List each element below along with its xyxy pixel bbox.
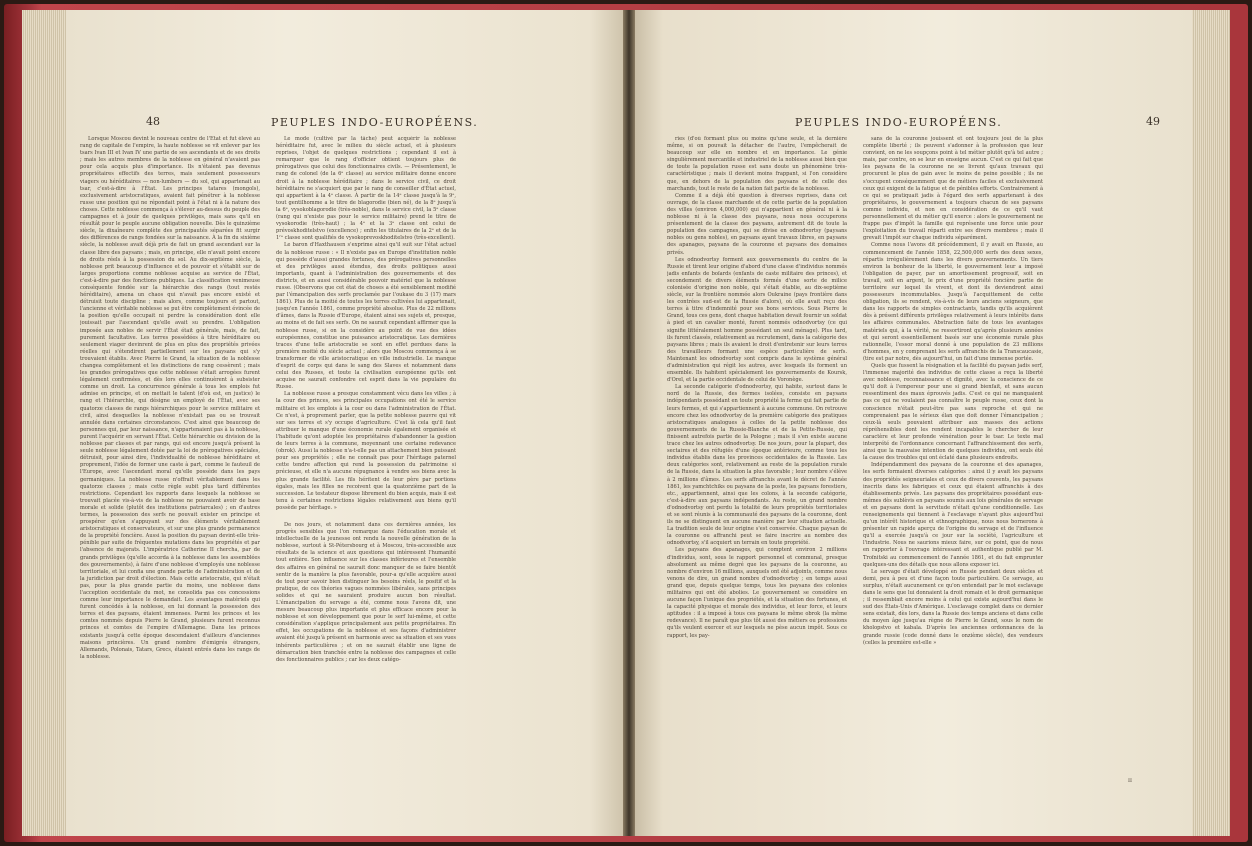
left-column-2 xyxy=(276,136,456,776)
signature-mark: II xyxy=(1128,778,1132,784)
left-running-header: PEUPLES INDO-EUROPÉENS. xyxy=(271,116,479,129)
paragraph: Comme nous l'avons dit précédemment, il y avait en Russie, au commencement de l'année 1858, 22,500,000 serfs des deux sexes, répartis irrégulièrement dans les divers gouvernements. Un tiers environ la bonheur de la liberté, le gouvernement leur a imposé l'obligation de payer, par un amortissement progressif, soit en travail, soit en argent, le prix d'une propriété foncière partie de territoire sur lequel ils vivent, et dont ils deviendront ainsi possesseurs incommutables. Jusqu'à l'acquittement de cette obligation, ils se rendent, vis-à-vis de leurs anciens seigneurs, que dans les rapports de simples contractants, tandis qu'ils acquièrent dès à présent différents privilèges relativement à leurs intérêts dans les affaires communales. Abstraction faite de tous les avantages matériels qui, à la vérité, ne ressortiront qu'après plusieurs années et qui seront essentiellement basés sur une économie rurale plus rationnelle, l'essor moral donné à une population de 23 millions d'hommes, en y comprenant les serfs affranchis de la Transcaucasie, (tire est par notre, dès aujourd'hui, un fait d'une immense portée. xyxy=(863,242,1043,362)
left-page xyxy=(66,10,623,836)
right-page-number: 49 xyxy=(1146,115,1160,128)
right-columns xyxy=(667,136,1043,776)
left-column-1 xyxy=(80,136,260,776)
right-column-1 xyxy=(667,136,847,776)
right-page xyxy=(635,10,1192,836)
paragraph: sans de la couronne jouissent et ont toujours joui de la plus complète liberté ; ils peuvent s'adonner à la profession que leur convient, on ne les soupçons point à tel métier plutôt qu'à tel autre ; mais, par contre, on se leur en enseigne aucun. C'est ce qui fait que les paysans de la couronne ne se livrent qu'aux travaux qui procurent le plus de gain avec le moins de peine possible ; ils ne s'occupent conséquemment que de métiers faciles et exclusivement ceux qui exigent de la fatigue et de pénibles efforts. Contrairement à ce qui se pratiquait jadis à l'égard des serfs appartenant à des propriétaires, le gouvernement a toujours chacun de ses paysans comme individu, et non en considération de ce qu'il vaut personnellement et du métier qu'il exerce : alors le gouvernement ne frappe pas d'impôt la famille qui représente une force unie pour l'exploitation du travail réparti entre ses divers membres ; mais il grevait l'impôt sur chaque individu séparément. xyxy=(863,136,1043,242)
page-edges-left xyxy=(22,10,70,836)
paragraph: Lorsque Moscou devint le nouveau centre de l'État et fut élevé au rang de capitale de l'empire, la haute noblesse se vit enlever par les tsars Ivan III et Ivan IV une partie de ses ascendants et de ses droits ; mais les autres membres de la noblesse en général n'avaient pas pour cela acquis plus d'importance. Ils n'étaient pas devenus propriétaires effectifs des terres, mais seulement possesseurs viagers ou héréditaires — non-lumbers — du sol, qui appartenait au tsar, c'est-à-dire à l'État. Les principes tatares (mongols), exclusivement aristocratiques, avaient fait pénétrer à la noblesse russe une position qui ne répondait point à l'état ni à la nature des choses. Cette noblesse commença à s'élever au-dessus du peuple des campagnes et à jouir de quelques privilèges, mais sans qu'il en résultât pour le peuple aucune obligation nouvelle. Dès le quinzième siècle, la dixaîneure complète des principautés séparées fit surgir des différences de rangs fondées sur la naissance. À la fin du sixième siècle, la noblesse avait déjà pris de fait un grand ascendant sur la classe libre des paysans ; mais, en principe, elle n'avait point encore de droits réels à la possession du sol. Au dix-septième siècle, la noblesse prit beaucoup d'influence et de pouvoir et s'établit sur de larges proportions comme noblesse acquise au service de l'État, c'est-à-dire par des fonctions publiques. La classification venimeuse conséquente fondée sur la hiérarchie des rangs (tout restés héréditaire), amena un chaos qui n'avait pas encore existé et détruisit toute discipline ; mais alors, comme toujours et partout, l'ancienne et véritable noblesse se put être complètement évincée de la position qu'elle occupait ni perdre la considération dont elle jouissait par l'ascendant qu'elle avait su prendre. L'obligation imposée aux nobles de servir l'État était générale, mais, de fait, purement facultative. Les terres possédées à titre héréditaire ou seulement viager devinrent de plus en plus des propriétés privées réelles qui s'étendirent partiellement sur les paysans qui s'y trouvaient établis. Avec Pierre le Grand, la situation de la noblesse changea complètement et les distinctions de rang cessèrent ; mais les grandes prérogatives que cette noblesse s'était arrogées furent légalement confirmées, et dès lors elles continuèrent à subsister comme un droit. La concurrence générale à tous les emplois fut admise en principe, et on mettait le talent (d'où est, en justice) le rang et l'hiérarchie, qui désigne un employé de l'État, avec ses quatorze classes de rangs hiérarchiques pour le service militaire et civil, ainsi desquelles la noblesse n'existait pas ou se trouvait annulée dans certaines circonstances. C'est ainsi que beaucoup de personnes qui, par leur naissance, n'appartenaient pas à la noblesse, purent l'acquérir en servant l'État. Cette hiérarchie ou division de la noblesse par classes et par rangs, qui est encore jusqu'à présent la seule noblesse légalement dotée par la loi de prérogatives spéciales, détruisit, pour ainsi dire, l'individualité de noblesse héréditaire et proprement, l'idée de former une caste à part, comme le fauteuil de l'Europe, avec l'ascendant moral qu'elle possède dans les pays germaniques. La noblesse russe n'offrait véritablement dans les quatorze classes ; mais cette règle subit plus tard différentes restrictions. Cependant les rapports dans lesquels la noblesse se trouvait placée vis-à-vis de la noblesse ne pouvaient avoir de base morale et solide (plutôt des institutions patriarcales) ; en d'autres termes, la possession des serfs ne pouvait exister en principe et prospérer qu'en s'appuyant sur des éléments véritablement aristocratiques et conservateurs, et sur une plus grande permanence de la propriété foncière. Aussi la position du paysan devint-elle très-pénible par suite de fréquentes mutations dans les propriétés et par l'absence de majorats. L'impératrice Catherine II chercha, par de grands privilèges (qu'elle accorda à la noblesse dans les assemblées des gouvernements), à faire d'une noblesse d'employés une noblesse territoriale, et lui confia une grande partie de l'administration et de la juridiction par droit d'élection. Mais cette aristocratie, qui n'était pas, pour la plus grande partie du moins, une noblesse dans l'acception occidentale du mot, ne consolida pas ces concessions comme leur importance le demandait. Les avantages matériels qui furent concédés à la noblesse, en lui donnant la possession des terres et des paysans, étaient immenses. Parmi les princes et les comtes nommés depuis Pierre le Grand, plusieurs furent reconnus princes et comtes de l'empire d'Allemagne. Dans les princes existants jusqu'à cette époque descendaient d'ailleurs d'anciennes maisons princières. Un grand nombre d'émigrés étrangers, Allemands, Polonais, Tatars, Grecs, étaient entrés dans les rangs de la noblesse. xyxy=(80,136,260,660)
paragraph: Indépendamment des paysans de la couronne et des apanages, les serfs formaient diverses catégories : ainsi il y avait les paysans des propriétés seigneuriales et ceux de divers couvents, les paysans inscrits dans les fabriques et ceux qui étaient affranchis à des établissements privés. Les paysans des propriétaires possédant eux-mêmes dès sublèvis en paysans soumis aux lois générales de servage et en paysans dont la servitude n'était qu'une conditionnelle. Les renseignements qui tiennent à l'esclavage n'ayant plus aujourd'hui qu'un intérêt historique et ethnographique, nous nous bornerons à présenter un rapide aperçu de l'origine du servage et de l'influence qu'il a exercée jusqu'à ce jour sur la société, l'agriculture et l'industrie. Nous ne saurions mieux faire, sur ce point, que de nous en rapporter à l'ouvrage intéressant et authentique publié par M. Troïnitski au commencement de l'année 1861, et du fait emprunter quelques-uns des détails que nous allons exposer ici. xyxy=(863,462,1043,568)
right-column-2 xyxy=(863,136,1043,776)
book-spread xyxy=(66,10,1192,836)
paragraph: Comme il a déjà été question à diverses reprises, dans cet ouvrage, de la classe marchande et de cette partie de la population des villes (environ 4,000,000) qui n'appartient en général ni à la noblesse ni à la classe des paysans, nous nous occuperons présentement de la classe des paysans, autrement dit de toute la population des campagnes, qui se divise en odnodvortsy (paysans nobles ou gens nobles), en paysans ayant travaux libres, en paysans des apanages, paysans de la couronne et paysans des domaines privés. xyxy=(667,192,847,256)
paragraph: Le mode (cultivé par la tâche) peut acquérir la noblesse héréditaire fut, avec le milieu du siècle actuel, et à plusieurs reprises, l'objet de quelques restrictions ; cependant il est à remarquer que le rang d'officier obtient toujours plus de prérogatives que celui des fonctionnaires civils. — Présentement, le rang de colonel (de la 6ᵉ classe) au service militaire donne encore droit à la noblesse héréditaire ; dans le service civil, ce droit héréditaire ne s'acquiert que par le rang de conseiller d'État actuel, qui appartient à la 4ᵉ classe. À partir de la 14ᵉ classe jusqu'à la 9ᵉ, tout gentilhomme a le titre de blagorodie (bien né), de la 8ᵉ jusqu'à la 6ᵉ, vysokoblagorodie (très-noble), dans le service civil, la 5ᵉ classe (rang qui n'existe pas pour le service militaire) prend le titre de vysokorodie (très-haut) ; la 4ᵉ et la 3ᵉ classe ont celui de prévoskhoditelstvo (excellence) ; enfin les titulaires de la 2ᵉ et de la 1ʳᵉ classe sont qualifiés de vysokoprevoskhoditelstvo (très-excellent). xyxy=(276,136,456,242)
paragraph: Le servage d'était développé en Russie pendant deux siècles et demi, peu à peu et d'une façon toute particulière. Ce servage, au surplus, n'était aucunement ce qu'on entendait par le mot esclavage dans le sens que lui donnaient la droit romain et le droit germanique ; il ressemblait encore moins à celui qui existe aujourd'hui dans le sud des États-Unis d'Amérique. L'esclavage complet dans ce dernier sens existait, dès lors, dans la Russie des temps anciens et dans celle du moyen âge jusqu'au règne de Pierre le Grand, sous le nom de kholopstvo et kabala. D'après les anciennes ordonnances de la grande russie (code donné dans le onzième siècle), des vendeurs (celles la première est-elle » xyxy=(863,568,1043,646)
left-columns xyxy=(80,136,456,776)
paragraph: De nos jours, et notamment dans ces dernières années, les progrès sensibles que l'on remarque dans l'éducation morale et intellectuelle de la jeunesse ont rendu la nouvelle génération de la noblesse, surtout à St-Pétersbourg et à Moscou, très-accessible aux résultats de la science et aux questions qui intéressent l'humanité tout entière. Son influence sur les classes inférieures et l'ensemble des affaires en général ne saurait donc manquer de se faire bientôt sentir de la manière la plus favorable, pour-a qu'elle acquière aussi de tout pour savoir bien distinguer les besoins réels, le positif et la pratique, de ces théories vagues nommées libérales, sans principes solides et qui ne sauraient produire aucun bon résultat. L'émancipation du servage a été, comme nous l'avons dit, une mesure beaucoup plus importante et plus efficace encore pour la noblesse et son développement que pour le serf lui-même, et cette considération s'applique principalement aux petits propriétaires. En effet, les occupations de la noblesse et ses façons d'administrer avaient été jusqu'à présent en harmonie avec sa situation et ses vues inhérents particulières ; et on ne saurait établir une ligne de démarcation bien tranchée entre la noblesse des campagnes et celle des fonctionnaires publics ; car les deux catégo- xyxy=(276,521,456,663)
paragraph: ries (d'où formant plus ou moins qu'une seule, et la dernière même, si on pouvait la détacher de l'autre, l'empêcherait de beaucoup sur elle en nombre et en importance. Le génie singulièrement mercantile et industriel de la noblesse aussi bien que de toute la population russe est sans doute un phénomène très-caractéristique ; mais il devient moins frappant, si l'on considère que, en dehors de la population des paysans et de celle des marchands, tout le reste de la nation fait partie de la noblesse. xyxy=(667,136,847,192)
book-gutter xyxy=(623,10,635,836)
paragraph: Le baron d'Haxthausen s'exprime ainsi qu'il suit sur l'état actuel de la noblesse russe : « Il n'existe pas en Europe d'institution noble qui possède d'aussi grandes fortunes, des prérogatives personnelles et des privilèges aussi étendus, des droits politiques aussi importants, quant à l'administration des gouvernements et des districts, et en aussi considérable pouvoir matériel que la noblesse russe. (Observons que cet état de choses a été sensiblement modifié par l'émancipation des serfs proclamée par l'oukase du 3 (17) mars 1861). Plus de la moitié de toutes les terres cultivées lui appartenait, jusqu'en l'année 1861, comme propriété absolue. Plus de 22 millions d'âmes, dans la Russie d'Europe, étaient ainsi ses sujets et, presque, au moins et de fait ses serfs. On ne saurait cependant affirmer que la noblesse russe, si on la considère au point de vue des idées européennes, constitue une puissance aristocratique. Les dernières traces d'une telle aristocratie se sont en effet perdues dans la première moitié du siècle actuel ; alors que Moscou commença à se transformer de ville aristocratique en ville industrielle. Le manque d'esprit de corps qui dans le sang des Slaves et notamment dans celui des Russes, et toute la civilisation européenne qu'ils ont acquise ne saurait confondre cet esprit dans la vie populaire du Russe. xyxy=(276,242,456,391)
paragraph: Les paysans des apanages, qui comptent environ 2 millions d'individus, sont, sous le rapport personnel et communal, presque absolument au même degré que les paysans de la couronne, au nombre d'environ 16 millions, auxquels ont été adjoints, comme nous venons de dire, un grand nombre d'odnodvortsy ; en temps aussi grand que, depuis quelque temps, tous les paysans des colonies militaires qui ont été abolies. Le gouvernement se considère en aucune façon l'unique des propriétés, et la situation des fortunes, et la capacité physique et morale des individus, et leur force, et leurs aptitudes : il a imposé à tous ces paysans le même obrok (la même redevance). Il ne paraît que plus tôt aussi des métiers ou professions qu'ils veulent exercer et sur lesquels ne pèse aucun impôt. Sous ce rapport, les pay- xyxy=(667,547,847,639)
paragraph: La seconde catégorie d'odnodvortsy, qui habite, surtout dans le nord de la Russie, des fermes isolées, consiste en paysans indépendants possédant en toute propriété la ferme qui fait partie de leurs fermes, et qui s'appartiennent à aucune commune. On retrouve encore chez les odnodvortsy de la première catégorie des pratiques aristocratiques analogues à celles de la petite noblesse des gouvernements de la Russie-Blanche et de la Petite-Russie, qui finissent autrefois partie de la Pologne ; mais il s'en existe aucune trace chez les autres odnodvortsy. De nos jours, pour la plupart, des sectaires et des réfugiés d'une époque antérieure, comme tous les individus établis dans les provinces occidentales de la Russie. Les deux catégories sont, relativement au reste de la population rurale de la Russie, dans la situation la plus favorable ; leur nombre s'élève à 2 millions d'âmes. Les serfs affranchis avant le décret de l'année 1861, les yamchtchiks ou paysans de la poste, les paysans forestiers, etc., appartiennent, ainsi que les colons, à la seconde catégorie, c'est-à-dire aux paysans indépendants. Au reste, un grand nombre d'odnodvortsy ont perdu la totalité de leurs propriétés territoriales et se sont réunis à la communauté des paysans de la couronne, dont ils ne se distinguent en aucune manière par leur situation actuelle. La tradition seule de leur origine s'est conservée. Chaque paysan de la couronne ou affranchi peut se faire inscrire au nombre des odnodvortsy, s'il acquiert un terrain en toute propriété. xyxy=(667,384,847,547)
right-running-header: PEUPLES INDO-EUROPÉENS. xyxy=(795,116,1003,129)
left-page-number: 48 xyxy=(146,115,160,128)
paragraph: La noblesse russe a presque constamment vécu dans les villes ; à la cour des princes, ses principales occupations ont été le service militaire et les emplois à la cour ou dans l'administration de l'État. Ce n'est, à proprement parler, que la petite noblesse pauvre qui vit sur ses terres et s'y occupe d'agriculture. C'est là cela qu'il faut attribuer le manque d'une économie rurale également organisée et l'habitude qu'ont adoptée les propriétaires d'abandonner la gestion de leurs terres à la commune, moyennant une certaine redevance (obrok). Aussi la noblesse n'a-t-elle pas un attachement bien puissant pour ses propriétés ; elle ne connaît pas pour l'héritage paternel cette tendre affection qui rend la possession du patrimoine si précieuse, et elle n'a aucune répugnance à vendre ses biens avec la plus grande facilité. Les fils héritent de leur père par portions égales, mais les filles ne recoivent que la quatorzième part de la succession. Le testateur dispose librement du bien acquis, mais il est tenu à certaines restrictions légales relativement aux biens qu'il possède par héritage. » xyxy=(276,391,456,511)
paragraph: Quels que fussent la résignation et la facilité du paysan jadis serf, l'immense majorité des individus de cette classe a reçu la liberté avec noblesse, reconnaissance et dignité, avec la conscience de ce qu'il doit à l'empereur pour une si grand bienfait, et sans aucun ressentiment des maux éprouvés jadis. C'est ce qui ne manquaient pas ce qui ne voulaient pas connaître le peuple russe, ceux dont la conscience n'était peut-être pas sans reproche et qui ne comprenaient pas le sérieux élan que doit donner l'émancipation ; ceux-là seuls pouvaient attribuer aux masses des actions répréhensibles dont les rendent incapables le chercher de leur caractère et leur profonde vénération pour le tsar. Le texte mal interprété de l'ordonnance concernant l'affranchissement des serfs, ainsi que la mauvaise intention de quelques individus, ont seuls été la cause des troubles qui ont éclaté dans plusieurs endroits. xyxy=(863,363,1043,462)
paragraph: Les odnodvortsy forment aux gouvernements du centre de la Russie et tirent leur origine d'abord d'une classe d'individus nommés jadis enfants de boïards (enfants de caste militaire des princes), et secondement de divers éléments formés d'une sorte de milice colonisée d'origine non noble, qui s'était établie, au dix-septième siècle, sur la frontière nommée alors Oukraine (pays frontière dans les contrées sud-est de la Russie d'alors), où elle avait reçu des terres à titre d'indemnité pour ses bons services. Sous Pierre le Grand, tous ces gens, dont chaque habitation devait fournir un soldat à pied et un cavalier monté, furent nommés odnodvortsy (ce qui signifie littéralement homme possédant un seul ménage). Plus tard, ils furent classés, relativement au recrutement, dans la catégorie des paysans libres ; mais ils avaient le droit d'entretenir sur leurs terres des travailleurs formant une espèce particulière de serfs. Maintenant les odnodvortsy sont compris dans le système général d'administration qui régit les autres, avec lesquels ils forment un ensemble. Ils habitent spécialement les gouvernements de Koursk, d'Orel, et la partie occidentale de celui de Voronège. xyxy=(667,256,847,384)
